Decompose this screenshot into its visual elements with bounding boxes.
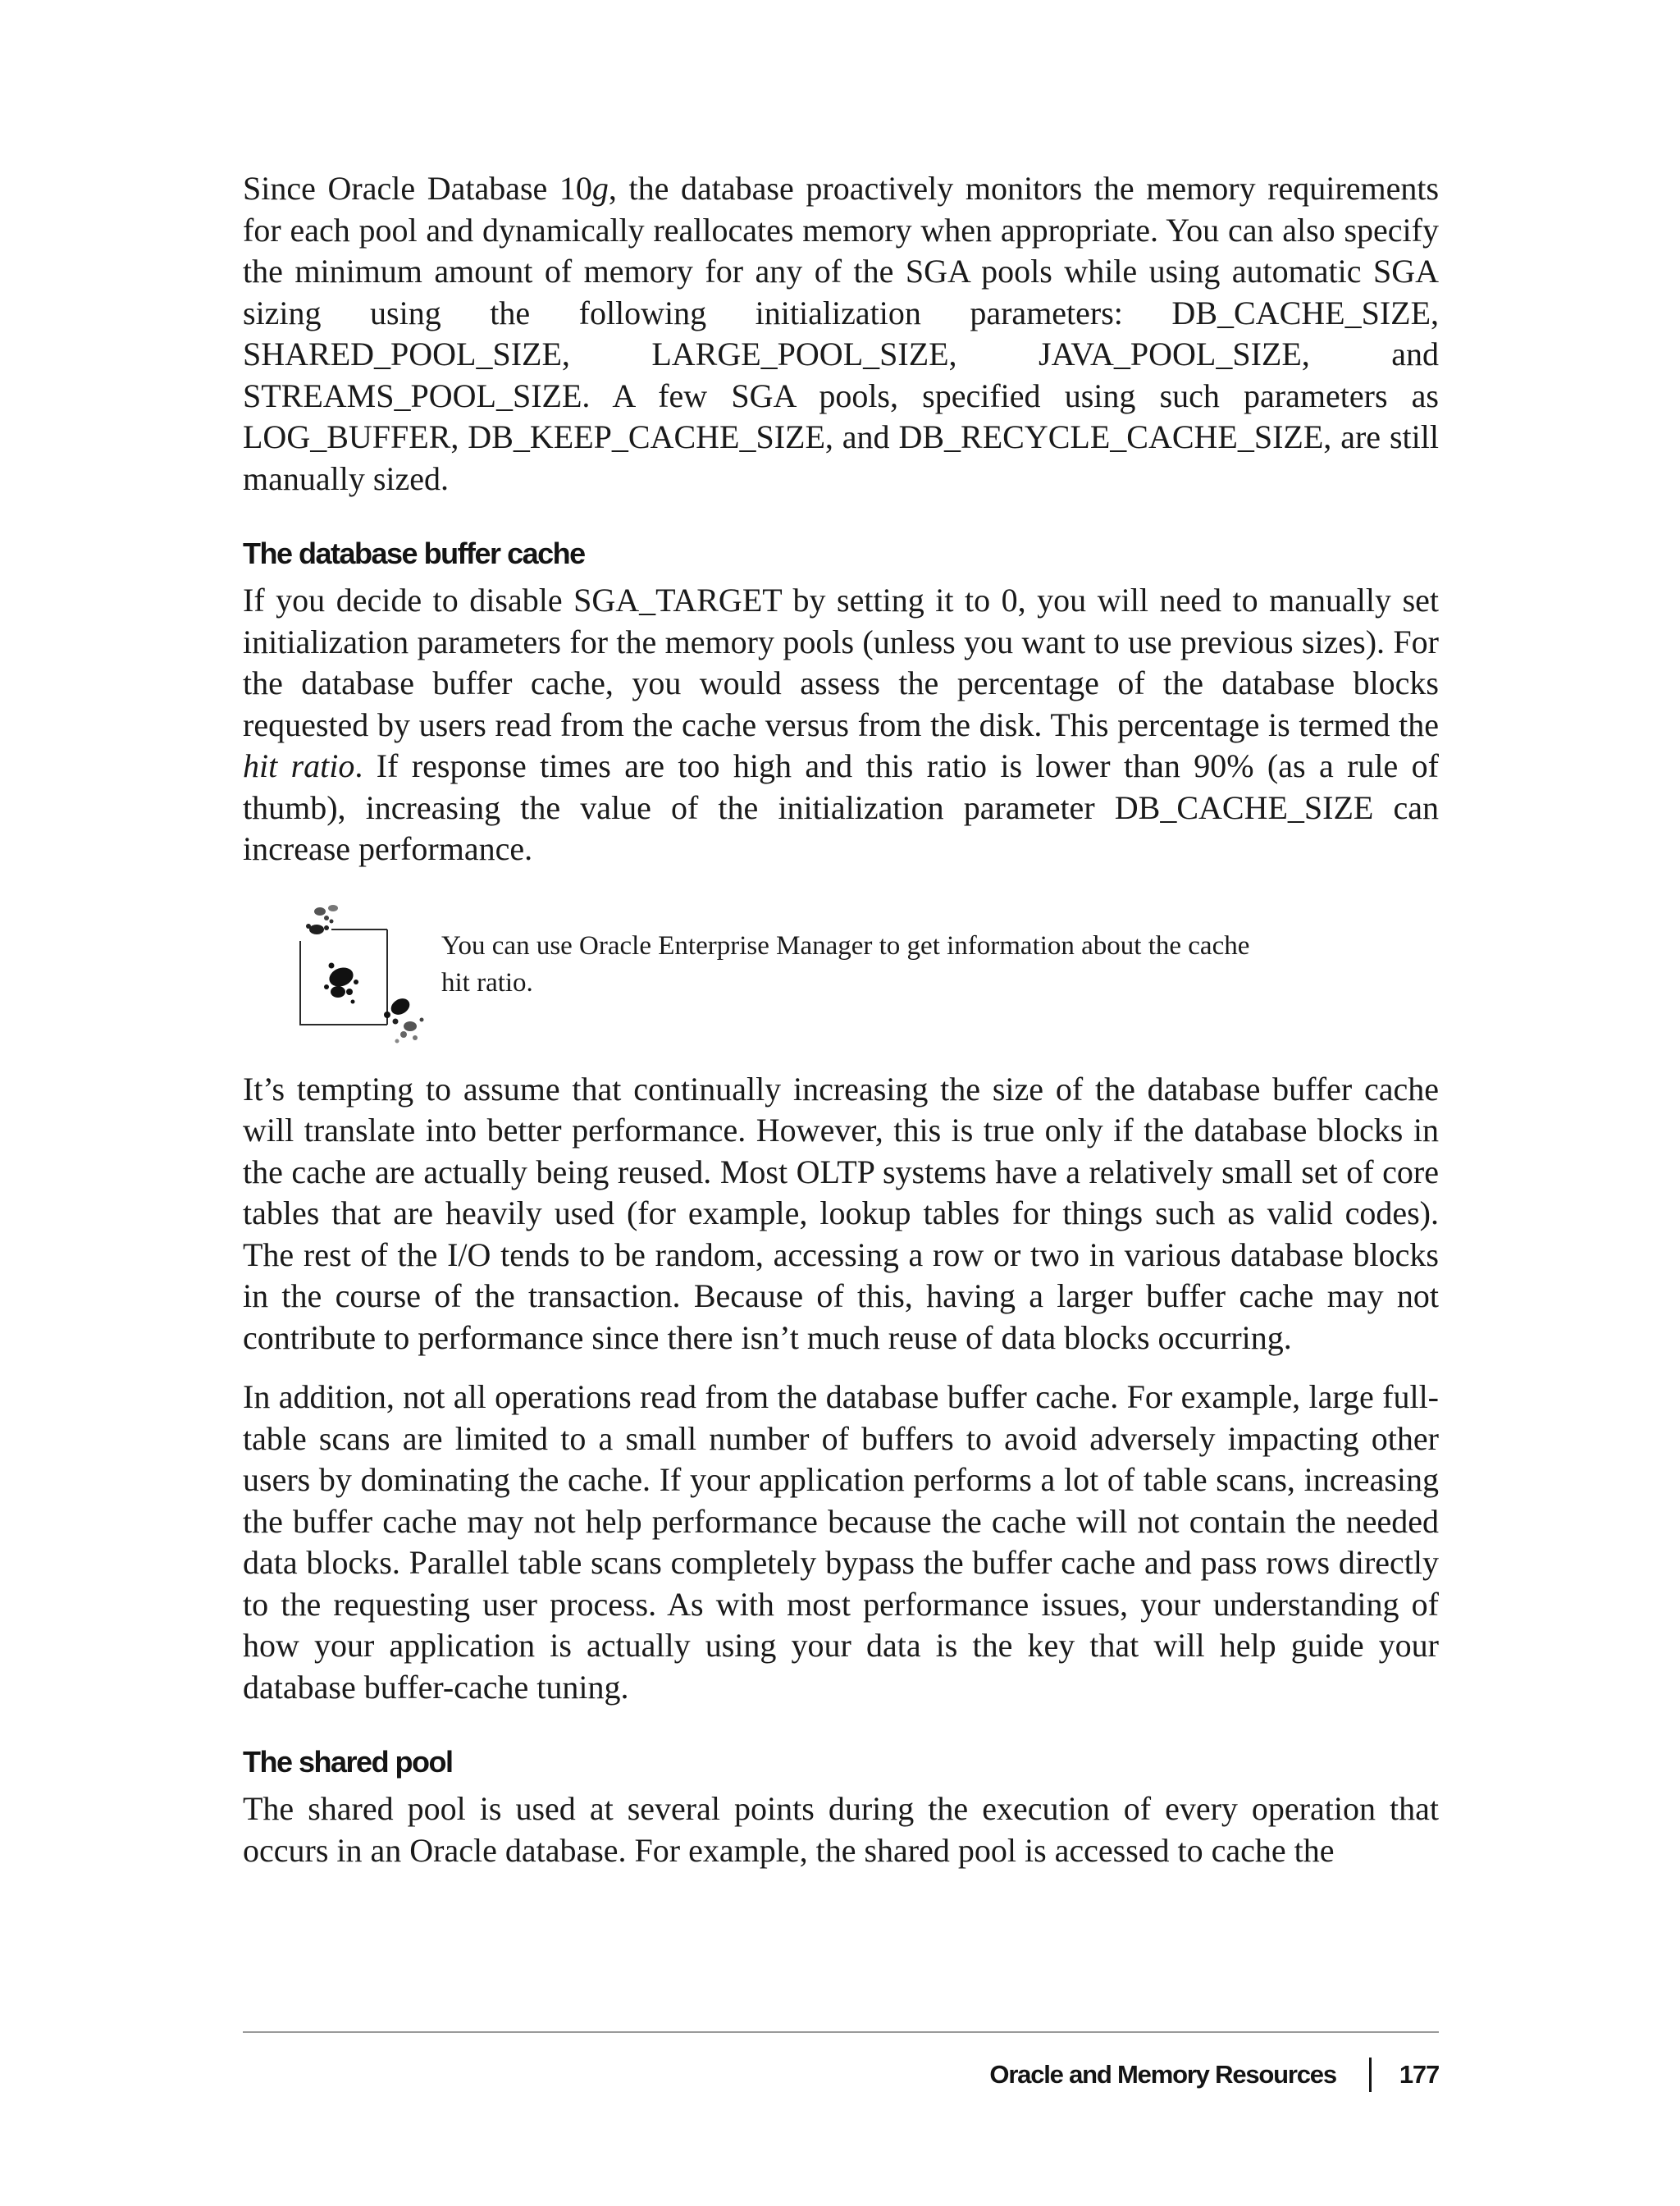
intro-text-start: Since Oracle Database 10 xyxy=(243,170,592,207)
page-footer xyxy=(989,2058,1439,2092)
page-number: 177 xyxy=(1399,2060,1439,2089)
paragraph-text: If you decide to disable SGA_TARGET by setting it to 0, you will need to manually set initialization parameters for the memory pools (unless you want to use previous sizes). For the database buffer cache, you would assess the percentage of the database blocks requested by users read from the cache versus from the disk. This percentage is termed the xyxy=(243,582,1439,743)
page-content xyxy=(243,168,1439,1871)
paragraph-text: . If response times are too high and this ratio is lower than 90% (as a rule of thumb), increasing the value of the initialization parameter DB_CACHE_SIZE can increase performance. xyxy=(243,747,1439,867)
section-heading-shared-pool: The shared pool xyxy=(243,1745,453,1779)
buffer-cache-paragraph-2: It’s tempting to assume that continually increasing the size of the database buffer cache will translate into better performance. However, this is true only if the database blocks in the cache are actually being reused. Most OLTP systems have a relatively small set of core tables that are heavily used (for example, lookup tables for things such as valid codes). The rest of the I/O tends to be random, accessing a row or two in various database blocks in the course of the transaction. Because of this, having a larger buffer cache may not contribute to performance since there isn’t much reuse of data blocks occurring. xyxy=(243,1070,1439,1356)
section-heading-buffer-cache: The database buffer cache xyxy=(243,537,585,570)
chapter-title: Oracle and Memory Resources xyxy=(989,2060,1336,2089)
tip-text: You can use Oracle Enterprise Manager to get information about the cache hit ratio. xyxy=(441,930,1250,998)
version-suffix: g xyxy=(591,170,609,207)
footer-divider xyxy=(243,2031,1439,2033)
tip-icon xyxy=(295,900,427,1048)
buffer-cache-paragraph-3: In addition, not all operations read from the database buffer cache. For example, large full-table scans are limited to a small number of buffers to avoid adversely impacting other users by dominating the cache. If your application performs a lot of table scans, increasing the buffer cache may not help performance because the cache will not contain the needed data blocks. Parallel table scans completely bypass the buffer cache and pass rows directly to the requesting user process. As with most performance issues, your understanding of how your application is actually using your data is the key that will help guide your database buffer-cache tuning. xyxy=(243,1378,1439,1706)
intro-paragraph xyxy=(243,168,1439,500)
shared-pool-paragraph-1: The shared pool is used at several points during the execution of every operation that occurs in an Oracle database. For example, the shared pool is accessed to cache the xyxy=(243,1790,1439,1869)
footer-separator xyxy=(1369,2058,1372,2092)
tip-box xyxy=(243,900,1439,1048)
buffer-cache-paragraph-1 xyxy=(243,580,1439,870)
emphasized-term: hit ratio xyxy=(243,747,355,784)
intro-text-rest: , the database proactively monitors the memory requirements for each pool and dynamically reallocates memory when appropriate. You can also specify the minimum amount of memory for any of the SGA pools while using automatic SGA sizing using the following initialization parameters: DB_CACHE_​SIZE, SHARED_POOL_SIZE, LARGE_POOL_SIZE, JAVA_POOL_SIZE, and STREAMS_POOL_SIZE. A few SGA pools, specified using such parameters as LOG_BUFFER, DB_KEEP_CACHE_SIZE, and DB_RECYCLE_CACHE_SIZE, are still manually sized. xyxy=(243,170,1440,497)
